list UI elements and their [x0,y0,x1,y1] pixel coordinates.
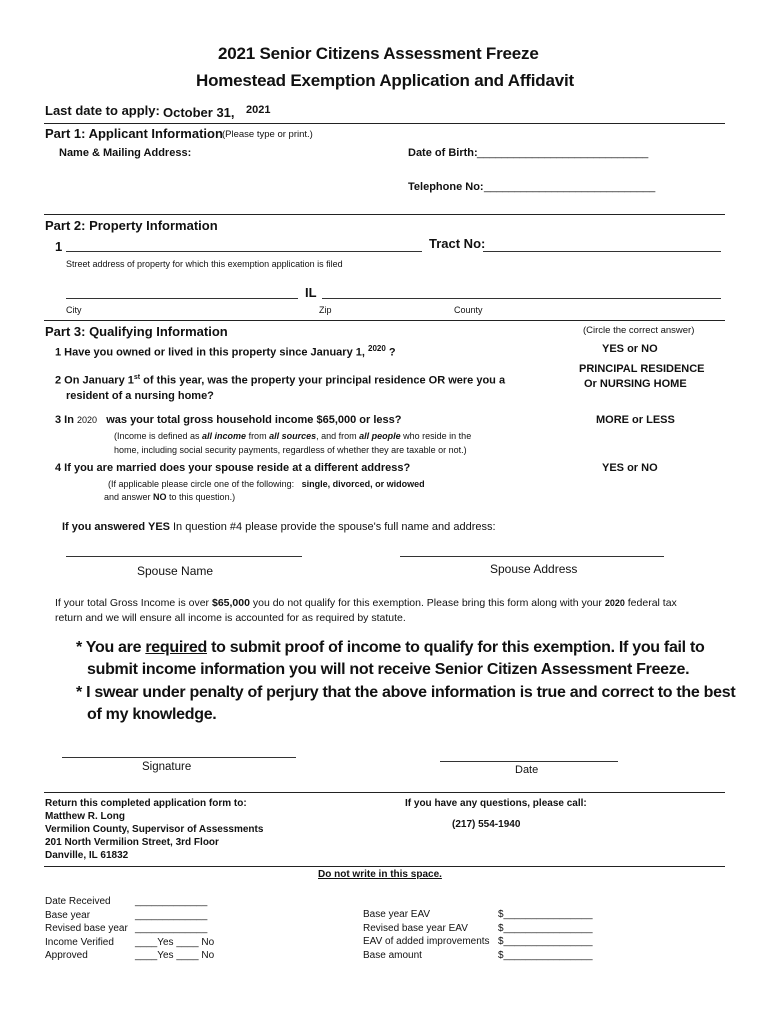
office-use-value: ____Yes ____ No [135,936,215,948]
tract-label: Tract No: [429,236,486,251]
zip-county-field[interactable] [322,298,721,299]
proof-requirement-line2: submit income information you will not receive Senior Citizen Assessment Freeze. [87,661,690,678]
last-date-value: October 31, [163,105,235,120]
phone-field[interactable]: ____________________________ [484,181,656,193]
return-city: Danville, IL 61832 [45,850,129,861]
q1-answer[interactable]: YES or NO [602,343,658,355]
office-use-right-values [498,908,593,962]
office-use-label: Revised base year [45,923,128,934]
yes-instructions: In question #4 please provide the spouse's full name and address: [173,521,496,533]
income-notice-line2: return and we will ensure all income is accounted for as required by statute. [55,612,406,624]
income-notice-line1: If your total Gross Income is over $65,000 you do not qualify for this exemption. Please bring this form along with your 2020 federal tax [55,597,677,609]
office-use-label: Revised base year EAV [363,922,468,934]
signature-field[interactable] [62,757,296,758]
phone-label: Telephone No: [408,181,484,193]
signature-caption: Signature [142,761,192,773]
tract-field[interactable] [483,251,721,252]
perjury-statement-line1: * I swear under penalty of perjury that the above information is true and correct to the best [76,684,736,701]
questions-phone: (217) 554-1940 [452,819,521,830]
last-date-year: 2021 [246,104,271,116]
office-use-label: Base year EAV [363,909,431,920]
form-title-line1: 2021 Senior Citizens Assessment Freeze [218,44,539,63]
q1-text: 1 Have you owned or lived in this property since January 1, $^{2020}$ ? [55,344,396,359]
spouse-address-field[interactable] [400,556,664,557]
q3-text: 3 In 2020 was your total gross household income $65,000 or less? [55,414,402,426]
office-use-left-values [135,895,214,963]
office-use-label: Approved [45,950,88,961]
questions-label: If you have any questions, please call: [405,798,587,809]
divider [44,792,725,793]
divider [44,123,725,124]
office-use-value: $________________ [498,949,593,961]
office-use-label: EAV of added improvements [363,936,490,947]
q4-answer[interactable]: YES or NO [602,462,658,474]
state-il: IL [305,285,317,300]
return-label: Return this completed application form to: [45,798,247,809]
street-caption: Street address of property for which this exemption application is filed [66,259,343,269]
office-use-label: Base amount [363,949,422,961]
office-use-label: Income Verified [45,936,114,948]
office-use-value: $________________ [498,936,593,947]
office-use-value: $________________ [498,922,593,934]
form-title-line2: Homestead Exemption Application and Affidavit [196,71,574,90]
return-office: Vermilion County, Supervisor of Assessments [45,824,264,835]
part2-title: Part 2: Property Information [45,218,218,233]
office-use-value: _____________ [135,896,208,907]
office-use-left-labels [45,895,128,963]
office-use-heading: Do not write in this space. [318,869,442,880]
part3-title: Part 3: Qualifying Information [45,324,228,339]
name-address-label: Name & Mailing Address: [59,147,192,159]
q3-note-line1: (Income is defined as all income from all sources, and from all people who reside in the [114,431,472,441]
date-field[interactable] [440,761,618,762]
date-caption: Date [515,764,539,776]
return-street: 201 North Vermilion Street, 3rd Floor [45,837,219,848]
zip-caption: Zip [319,305,332,315]
part1-title: Part 1: Applicant Information [45,126,223,141]
q2-text: 2 On January 1st of this year, was the property your principal residence OR were you a [55,374,506,387]
spouse-name-field[interactable] [66,556,302,557]
q3-note-line2: home, including social security payments, regardless of whether they are taxable or not.) [114,445,467,455]
office-use-value: _____________ [135,923,208,934]
office-use-value: _____________ [135,909,208,921]
q4-text: 4 If you are married does your spouse reside at a different address? [55,462,411,474]
office-use-value: $________________ [498,909,593,920]
part1-note: (Please type or print.) [222,129,313,140]
dob-label: Date of Birth: [408,147,478,159]
part2-item-number: 1 [55,239,63,254]
office-use-label: Base year [45,909,91,921]
q2-answer-2[interactable]: Or NURSING HOME [584,378,687,390]
q4-note-line1: (If applicable please circle one of the following: single, divorced, or widowed [108,479,425,489]
q4-note-line2: and answer NO to this question.) [104,492,236,502]
last-date-label: Last date to apply: [45,103,160,118]
spouse-address-caption: Spouse Address [490,562,578,576]
city-caption: City [66,305,82,315]
proof-requirement-line1: * You are required to submit proof of income to qualify for this exemption. If you fail to [76,639,705,656]
office-use-right-labels [363,908,490,962]
q3-answer[interactable]: MORE or LESS [596,414,675,426]
q2-answer-1[interactable]: PRINCIPAL RESIDENCE [579,363,705,375]
dob-field[interactable]: ____________________________ [477,147,649,159]
q2-text-cont: resident of a nursing home? [66,390,214,402]
divider [44,320,725,321]
yes-label: If you answered YES [62,521,171,533]
return-name: Matthew R. Long [45,811,125,822]
office-use-value: ____Yes ____ No [135,950,215,961]
city-field[interactable] [66,298,298,299]
spouse-name-caption: Spouse Name [137,564,214,578]
circle-note: (Circle the correct answer) [583,325,695,336]
divider [44,866,725,867]
divider [44,214,725,215]
office-use-label: Date Received [45,896,111,907]
county-caption: County [454,305,483,315]
street-address-field[interactable] [66,251,422,252]
perjury-statement-line2: of my knowledge. [87,706,217,723]
